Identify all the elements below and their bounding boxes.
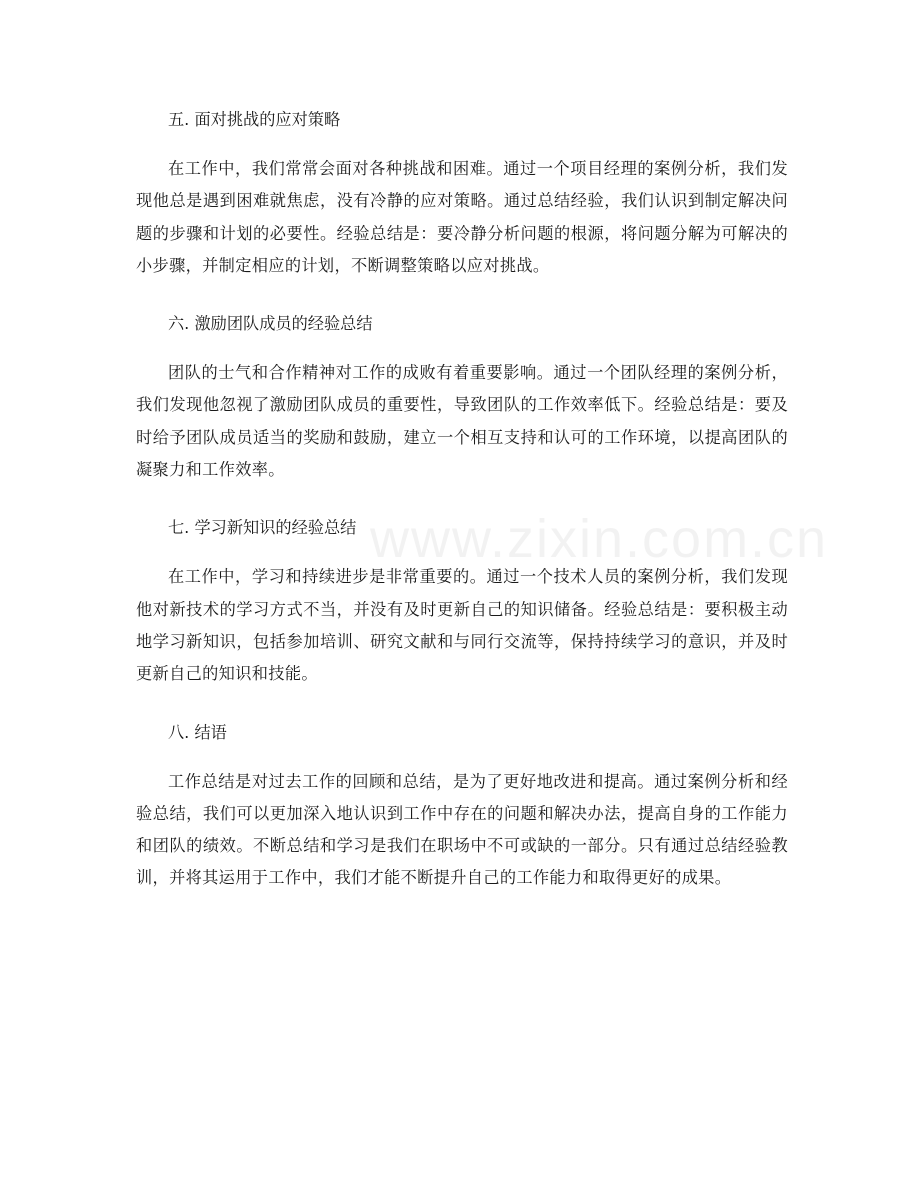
section-heading: 五. 面对挑战的应对策略 bbox=[168, 110, 341, 129]
section-challenge-strategies bbox=[136, 100, 788, 282]
section-paragraph: 工作总结是对过去工作的回顾和总结，是为了更好地改进和提高。通过案例分析和经验总结，我们可以更加深入地认识到工作中存在的问题和解决办法，提高自身的工作能力和团队的绩效。不断总结和学习是我们在职场中不可或缺的一部分。只有通过总结经验教训，并将其运用于工作中，我们才能不断提升自己的工作能力和取得更好的成果。 bbox=[136, 771, 788, 888]
watermark: www.zixin.com.cn bbox=[370, 509, 829, 569]
section-heading: 六. 激励团队成员的经验总结 bbox=[168, 314, 373, 334]
section-paragraph: 在工作中，我们常常会面对各种挑战和困难。通过一个项目经理的案例分析，我们发现他总是遇到困难就焦虑，没有冷静的应对策略。通过总结经验，我们认识到制定解决问题的步骤和计划的必要性。经验总结是：要冷静分析问题的根源，将问题分解为可解决的小步骤，并制定相应的计划，不断调整策略以应对挑战。 bbox=[136, 159, 788, 275]
section-paragraph: 在工作中，学习和持续进步是非常重要的。通过一个技术人员的案例分析，我们发现他对新技术的学习方式不当，并没有及时更新自己的知识储备。经验总结是：要积极主动地学习新知识，包括参加培训、研究文献和与同行交流等，保持持续学习的意识，并及时更新自己的知识和技能。 bbox=[136, 567, 788, 684]
section-paragraph: 团队的士气和合作精神对工作的成败有着重要影响。通过一个团队经理的案例分析，我们发现他忽视了激励团队成员的重要性，导致团队的工作效率低下。经验总结是：要及时给予团队成员适当的奖励和鼓励，建立一个相互支持和认可的工作环境，以提高团队的凝聚力和工作效率。 bbox=[136, 363, 788, 480]
section-conclusion bbox=[136, 713, 788, 895]
section-heading: 七. 学习新知识的经验总结 bbox=[168, 518, 357, 538]
section-team-motivation bbox=[136, 304, 788, 486]
document-body bbox=[136, 100, 788, 917]
section-learning bbox=[136, 508, 788, 690]
section-heading: 八. 结语 bbox=[168, 722, 227, 742]
